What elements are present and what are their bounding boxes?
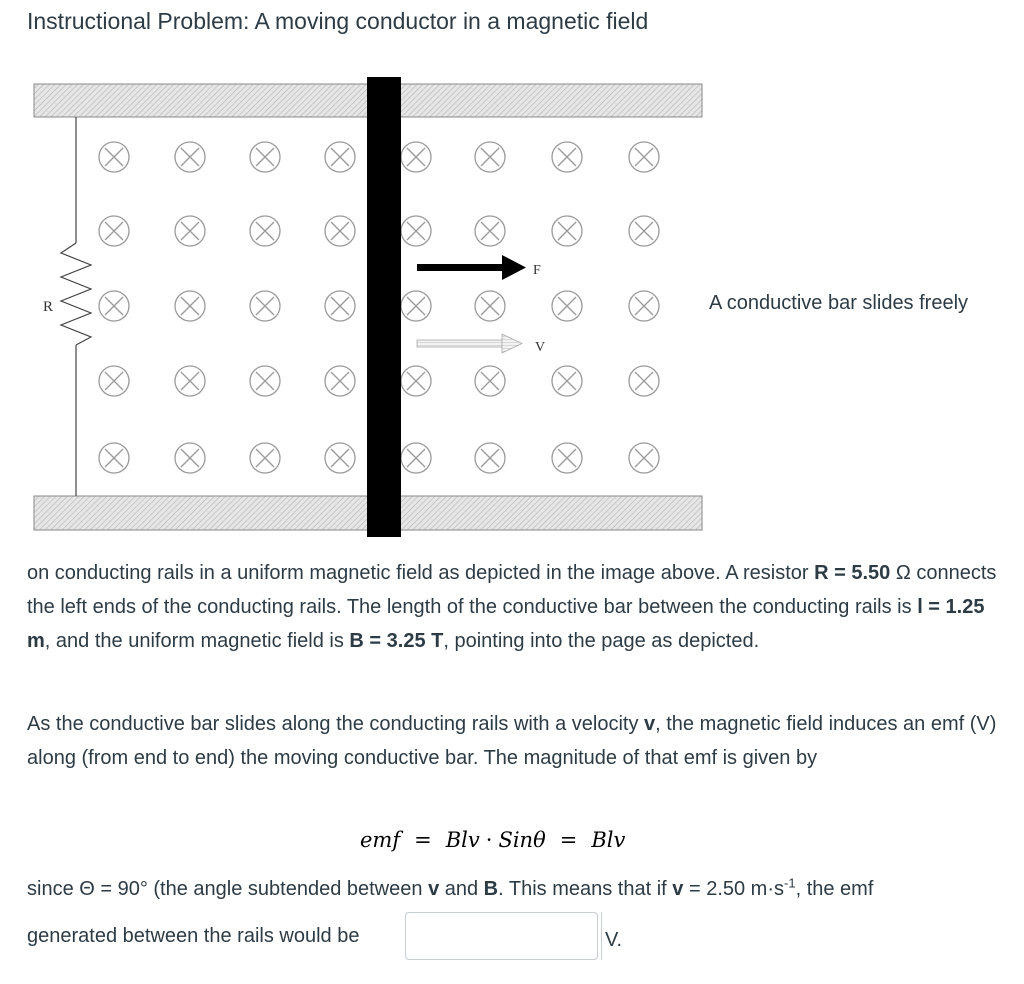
field-into-page-icon [552,291,582,321]
field-into-page-icon [475,366,505,396]
emf-answer-input[interactable] [405,912,598,960]
field-into-page-icon [175,291,205,321]
conductive-bar [367,77,401,537]
answer-unit: V. [605,929,623,951]
exponent: -1 [784,875,796,891]
problem-paragraph-2 [27,707,1007,775]
text-span: , pointing into the page as depicted. [443,630,760,652]
text-span: , the emf [795,878,874,900]
field-symbol: B [349,630,364,652]
field-into-page-icon [175,142,205,172]
field-into-page-icon [401,216,431,246]
formula-lhs: emf [360,828,401,852]
velocity-symbol: v [428,878,440,900]
field-into-page-icon [475,142,505,172]
given-conditions [27,875,874,901]
field-symbol: B [483,878,499,900]
field-into-page-icon [552,443,582,473]
field-into-page-icon [401,142,431,172]
force-arrow-icon [417,255,526,280]
field-into-page-icon [99,216,129,246]
velocity-symbol: v [672,878,684,900]
text-span: , the magnetic field induces an emf (V) along (from end to end) the moving conductive bar. The magnitude of that emf is given by [27,713,997,769]
velocity-arrow-icon [417,334,522,353]
length-symbol: l [917,596,923,618]
text-span: As the conductive bar slides along the conducting rails with a velocity [27,713,645,735]
field-into-page-icon [629,443,659,473]
figure-caption: A conductive bar slides freely [709,292,969,314]
field-into-page-icon [250,291,280,321]
field-into-page-icon [629,291,659,321]
resistance-value: = 5.50 [828,562,891,584]
field-into-page-icon [401,366,431,396]
resistor-label: R [43,299,54,315]
text-span: Ω connects the left ends of the conducting rails. The length of the conductive bar between the conducting rails is [27,562,997,618]
problem-paragraph-1 [27,556,1007,658]
field-into-page-icon [629,142,659,172]
emf-formula [360,828,625,852]
velocity-label: V [535,340,546,355]
text-span: , and the uniform magnetic field is [44,630,350,652]
field-into-page-icon [325,291,355,321]
field-into-page-icon [99,366,129,396]
field-into-page-icon [325,142,355,172]
field-into-page-icon [99,443,129,473]
length-value: = 1.25 m [27,596,985,652]
force-label: F [533,263,541,278]
field-into-page-icon [250,142,280,172]
field-into-page-icon [99,142,129,172]
field-value: = 3.25 T [363,630,444,652]
text-span: on conducting rails in a uniform magnetic field as depicted in the image above. A resistor [27,562,815,584]
velocity-symbol: v [644,713,656,735]
field-into-page-icon [250,443,280,473]
field-into-page-icon [475,216,505,246]
text-span: since Θ = 90° (the angle subtended between [27,878,429,900]
field-into-page-icon [175,443,205,473]
page-title: Instructional Problem: A moving conductor in a magnetic field [27,8,649,34]
field-into-page-icon [99,291,129,321]
circuit-figure [30,75,710,540]
input-divider [601,912,602,960]
field-into-page-icon [175,366,205,396]
field-into-page-icon [552,142,582,172]
field-into-page-icon [552,366,582,396]
field-into-page-icon [401,291,431,321]
formula-equals: = [414,828,432,852]
formula-rhs: Blv [591,828,626,852]
field-into-page-icon [552,216,582,246]
formula-equals: = [559,828,578,852]
field-into-page-icon [401,443,431,473]
resistance-symbol: R [814,562,829,584]
text-span: and [439,878,484,900]
velocity-value: = 2.50 m·s [683,878,785,900]
formula-dot: · [485,828,493,852]
field-into-page-icon [629,366,659,396]
field-into-page-icon [325,366,355,396]
resistor [61,117,91,496]
field-into-page-icon [250,216,280,246]
field-into-page-icon [175,216,205,246]
field-into-page-icon [325,443,355,473]
field-into-page-icon [629,216,659,246]
formula-sin: Sinθ [498,828,546,852]
field-into-page-icon [475,291,505,321]
field-into-page-icon [475,443,505,473]
field-into-page-icon [250,366,280,396]
formula-mid: Blv [445,828,480,852]
question-prompt: generated between the rails would be [27,925,360,947]
field-into-page-icon [325,216,355,246]
text-span: . This means that if [498,878,673,900]
